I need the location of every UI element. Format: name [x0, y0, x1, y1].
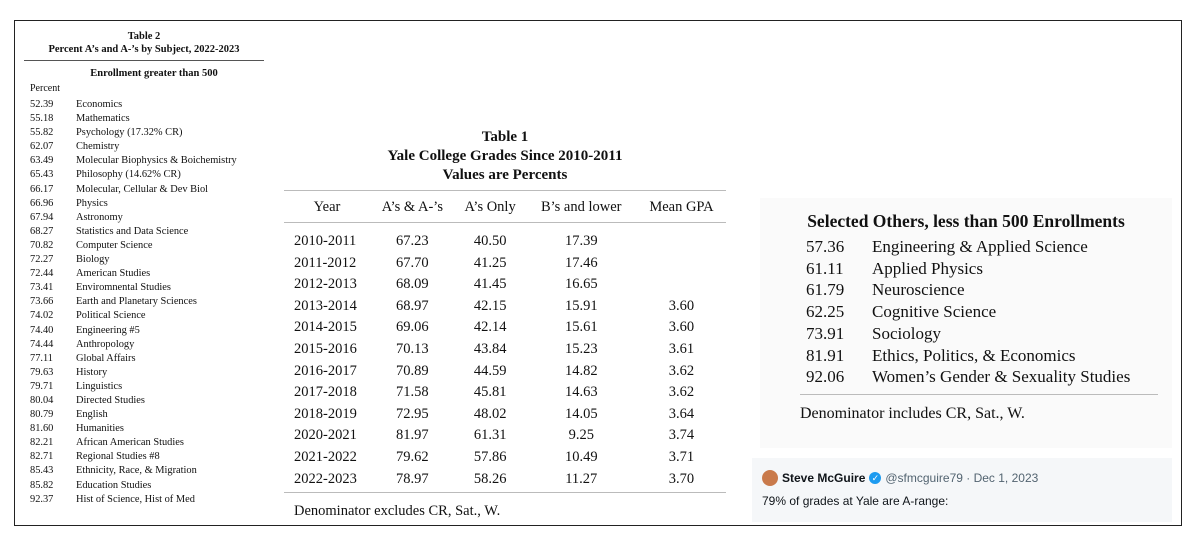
table2-subject: Molecular, Cellular & Dev Biol [76, 183, 209, 195]
tweet-header [762, 470, 1172, 486]
table2-row [24, 140, 264, 154]
table-row [284, 382, 726, 404]
selected-others-row [760, 301, 1172, 323]
table2-row [24, 380, 264, 394]
table2-percent: 74.40 [30, 324, 54, 336]
table2-row [24, 281, 264, 295]
table2-subject: Global Affairs [76, 352, 136, 364]
table-row [284, 274, 726, 296]
table1-cell: 48.02 [473, 405, 507, 422]
table1-cell: 58.26 [473, 470, 507, 487]
table2-subject: Regional Studies #8 [76, 451, 160, 463]
selected-others-percent: 73.91 [806, 323, 845, 343]
table2-percent: 79.63 [30, 366, 54, 378]
table1-bottom-rule [284, 492, 726, 493]
table-row [284, 223, 726, 253]
table1-cell: 42.14 [473, 319, 507, 336]
table2-row [24, 98, 264, 112]
table1-cell: 42.15 [473, 297, 507, 314]
table2-row [24, 211, 264, 225]
selected-others-subject: Engineering & Applied Science [872, 237, 1088, 256]
table1-cell: 3.70 [668, 470, 695, 487]
table2-subject: Engineering #5 [76, 324, 140, 336]
table1-cell: 3.60 [668, 297, 695, 314]
table2-percent: 81.60 [30, 423, 54, 435]
selected-others-row [760, 236, 1172, 258]
table2-percent: 70.82 [30, 239, 54, 251]
table-row [284, 404, 726, 426]
table2-row [24, 479, 264, 493]
table2-row [24, 112, 264, 126]
table1-cell: 2013-2014 [294, 297, 357, 314]
table2-percent: 55.18 [30, 113, 54, 125]
table1-cell: 2017-2018 [294, 384, 357, 401]
table1-cell: 3.64 [668, 405, 695, 422]
table1-cell [637, 223, 726, 253]
table2-percent: 52.39 [30, 99, 54, 110]
table2-subject: Economics [76, 99, 123, 110]
table2-subject: Computer Science [76, 239, 153, 251]
table2-row [24, 239, 264, 253]
table2-percent: 66.96 [30, 197, 54, 209]
selected-others-subject: Neuroscience [872, 280, 965, 300]
table2-percent: 82.71 [30, 451, 54, 463]
table2-subject: Molecular Biophysics & Boichemistry [76, 155, 237, 167]
selected-others-row [760, 258, 1172, 280]
table2-row [24, 394, 264, 408]
table1-col-header: Year [284, 191, 370, 223]
table2-subject: Biology [76, 254, 110, 266]
table2-percent: 82.21 [30, 437, 54, 449]
selected-others-percent: 92.06 [806, 367, 845, 387]
table2-col-header: Percent [30, 83, 60, 94]
table1-cell: 9.25 [568, 427, 594, 444]
table2-subject: Political Science [76, 310, 146, 322]
table-row [284, 469, 726, 491]
table1-cell: 14.82 [564, 362, 598, 379]
selected-others-row [760, 323, 1172, 345]
table2-subject: American Studies [76, 268, 151, 280]
selected-others-percent: 61.11 [806, 258, 844, 278]
table1-header-row [284, 191, 726, 223]
table2-title: Table 2 [127, 31, 161, 42]
table2-row [24, 366, 264, 380]
selected-others-row [760, 279, 1172, 301]
selected-others-note: Denominator includes CR, Sat., W. [800, 404, 1025, 422]
table1-cell: 15.61 [564, 319, 598, 336]
selected-others-rows [760, 236, 1172, 388]
table1-cell: 2014-2015 [294, 319, 357, 336]
table1-cell: 69.06 [396, 319, 429, 336]
table1-cell: 11.27 [565, 470, 598, 487]
table1-col-header: A’s & A-’s [370, 191, 455, 223]
table1-col-header: A’s Only [455, 191, 526, 223]
table2-row [24, 126, 264, 140]
selected-others-row [760, 345, 1172, 367]
table2-row [24, 253, 264, 267]
table2-rule [24, 60, 264, 61]
table2-percent: 73.41 [30, 282, 54, 294]
table1-cell: 3.61 [668, 340, 695, 357]
tweet-text: 79% of grades at Yale are A-range: [762, 494, 949, 508]
table1-cell: 41.25 [473, 254, 507, 271]
table2-subject: African American Studies [76, 437, 184, 449]
table1-cell: 3.71 [668, 448, 695, 465]
selected-others-panel [760, 198, 1172, 448]
table-row [284, 361, 726, 383]
table2-percent: 68.27 [30, 225, 54, 237]
table1-cell: 2018-2019 [294, 405, 357, 422]
table2-subject: Humanities [76, 423, 124, 435]
table2-percent: 62.07 [30, 141, 54, 153]
table2-percent: 67.94 [30, 211, 54, 223]
table1-grid [284, 191, 726, 490]
tweet-card[interactable] [752, 458, 1172, 522]
table2-subject: Anthropology [76, 338, 135, 350]
selected-others-percent: 61.79 [806, 280, 845, 300]
table1-cell: 57.86 [473, 448, 507, 465]
table1-cell: 61.31 [473, 427, 507, 444]
table-row [284, 296, 726, 318]
table2-percent: 73.66 [30, 296, 54, 308]
table2-subject: Physics [76, 197, 108, 209]
selected-others-subject: Applied Physics [872, 258, 983, 278]
verified-badge-icon: ✓ [869, 472, 881, 484]
table2-row [24, 324, 264, 338]
table-row [284, 425, 726, 447]
table1-cell: 44.59 [473, 362, 507, 379]
selected-others-percent: 62.25 [806, 302, 845, 322]
table1-cell: 41.45 [473, 276, 507, 293]
table2-row [24, 338, 264, 352]
table1-cell: 3.60 [668, 319, 695, 336]
table2-row [24, 464, 264, 478]
table2-percent: 92.37 [30, 493, 54, 505]
table1-cell: 43.84 [473, 340, 507, 357]
table2-percent: 79.71 [30, 380, 54, 392]
table1-cell: 15.23 [564, 340, 598, 357]
table2-percent: 55.82 [30, 127, 54, 139]
table2-row [24, 422, 264, 436]
table1-cell: 2011-2012 [294, 254, 357, 271]
table1-cell: 2015-2016 [294, 340, 357, 357]
table1-cell: 10.49 [564, 448, 598, 465]
table2-subject: Education Studies [76, 479, 152, 491]
table2-percent: 72.44 [30, 268, 54, 280]
table2-row [24, 408, 264, 422]
selected-others-percent: 81.91 [806, 345, 845, 365]
table1-cell: 2012-2013 [294, 276, 357, 293]
table2-subject: Mathematics [76, 113, 130, 125]
table2-row [24, 197, 264, 211]
table2-subject: Psychology (17.32% CR) [76, 127, 183, 139]
table-row [284, 317, 726, 339]
table1-cell: 40.50 [473, 233, 507, 249]
table2-percent: 72.27 [30, 254, 54, 266]
selected-others-subject: Sociology [872, 323, 941, 343]
table1-cell: 45.81 [473, 384, 507, 401]
table2-percent: 80.79 [30, 409, 54, 421]
selected-others-subject: Women’s Gender & Sexuality Studies [872, 367, 1131, 387]
avatar[interactable] [762, 470, 778, 486]
table1-subtitle: Yale College Grades Since 2010-2011 [387, 148, 623, 164]
table1-cell: 79.62 [396, 448, 429, 465]
table1-cell: 14.63 [564, 384, 598, 401]
table1-cell: 15.91 [564, 297, 598, 314]
tweet-handle-date[interactable]: @sfmcguire79 · Dec 1, 2023 [885, 471, 1039, 485]
table2-subject: Earth and Planetary Sciences [76, 296, 197, 308]
table2-percent: 66.17 [30, 183, 54, 195]
selected-others-subject: Cognitive Science [872, 302, 997, 322]
table1-cell: 3.62 [668, 384, 695, 401]
table1-cell: 72.95 [396, 405, 429, 422]
table2-subject: Enviromnental Studies [76, 282, 171, 294]
table2-percent: 74.02 [30, 310, 54, 322]
table2-percent: 65.43 [30, 169, 54, 181]
table1-cell: 2016-2017 [294, 362, 357, 379]
table2-subject: Hist of Science, Hist of Med [76, 493, 195, 505]
table1-cell: 67.23 [396, 233, 429, 249]
selected-others-title: Selected Others, less than 500 Enrollments [807, 211, 1125, 231]
table1-cell: 2021-2022 [294, 448, 357, 465]
table2-subtitle: Percent A’s and A-’s by Subject, 2022-2023 [48, 44, 240, 55]
table1-cell: 68.97 [396, 297, 429, 314]
table2-row [24, 450, 264, 464]
table2-subject: Linguistics [76, 380, 123, 392]
table1-title: Table 1 [481, 129, 529, 145]
table2-row [24, 436, 264, 450]
table2-subject: Astronomy [76, 211, 123, 223]
table2-subhead: Enrollment greater than 500 [90, 68, 218, 79]
table2-row [24, 267, 264, 281]
table2-subject: Directed Studies [76, 394, 145, 406]
table2-row [24, 168, 264, 182]
table1-col-header: Mean GPA [637, 191, 726, 223]
table1-cell: 16.65 [564, 276, 598, 293]
table2-row [24, 295, 264, 309]
table2-row [24, 183, 264, 197]
table1-cell: 70.89 [396, 362, 429, 379]
table1-col-header: B’s and lower [526, 191, 637, 223]
table2-percent: 74.44 [30, 338, 54, 350]
table2-row [24, 309, 264, 323]
table1-cell: 17.39 [564, 233, 598, 249]
table1-cell: 81.97 [396, 427, 429, 444]
table2-subject: Ethnicity, Race, & Migration [76, 465, 197, 477]
table2-percent: 85.82 [30, 479, 54, 491]
selected-others-row [760, 366, 1172, 388]
table2-subject: English [76, 409, 108, 421]
table2-panel [24, 30, 264, 507]
table1-cell: 78.97 [396, 470, 429, 487]
selected-others-subject: Ethics, Politics, & Economics [872, 345, 1076, 365]
table2-subject: Statistics and Data Science [76, 225, 189, 237]
table1-cell: 3.62 [668, 362, 695, 379]
table1-panel [284, 128, 726, 520]
table2-row [24, 493, 264, 507]
table1-cell: 70.13 [396, 340, 429, 357]
table2-rows [24, 98, 264, 507]
table1-note: Denominator excludes CR, Sat., W. [294, 503, 501, 520]
table1-cell: 2020-2021 [294, 427, 357, 444]
table1-cell: 71.58 [396, 384, 429, 401]
table1-cell: 3.74 [668, 427, 695, 444]
table1-cell: 2022-2023 [294, 470, 357, 487]
table1-cell: 2010-2011 [294, 233, 357, 249]
table-row [284, 339, 726, 361]
tweet-author-name[interactable]: Steve McGuire [782, 471, 866, 485]
table2-subject: History [76, 366, 108, 378]
table2-percent: 85.43 [30, 465, 54, 477]
table1-units: Values are Percents [442, 167, 568, 183]
table2-subject: Chemistry [76, 141, 120, 153]
table1-cell [637, 253, 726, 275]
table-row [284, 447, 726, 469]
table2-row [24, 352, 264, 366]
table1-cell: 67.70 [396, 254, 429, 271]
table2-row [24, 154, 264, 168]
table2-row [24, 225, 264, 239]
table-row [284, 253, 726, 275]
table1-cell: 68.09 [396, 276, 429, 293]
selected-others-rule [800, 394, 1158, 395]
table1-cell: 17.46 [564, 254, 598, 271]
table1-cell [637, 274, 726, 296]
table2-percent: 80.04 [30, 394, 54, 406]
table1-cell: 14.05 [564, 405, 598, 422]
table2-percent: 77.11 [30, 352, 53, 364]
table2-percent: 63.49 [30, 155, 54, 167]
selected-others-percent: 57.36 [806, 237, 845, 256]
table2-subject: Philosophy (14.62% CR) [76, 169, 181, 181]
